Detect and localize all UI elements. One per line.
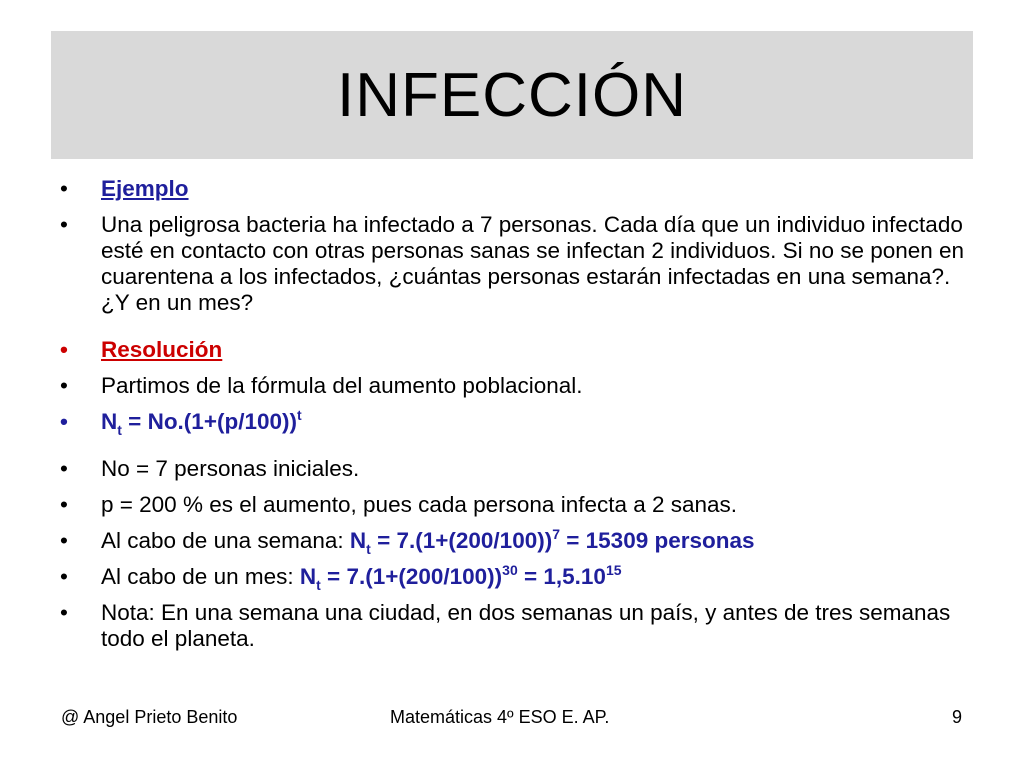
formula-sup: t xyxy=(296,407,302,423)
footer-author: @ Angel Prieto Benito xyxy=(61,707,238,727)
bullet-dot: • xyxy=(60,492,68,517)
problem-text: Una peligrosa bacteria ha infectado a 7 personas. Cada día que un individuo infectado esté en contacto con otras personas sanas se infectan 2 individuos. Si no se ponen en cuarentena a los infectados, ¿cuántas personas estarán infectadas en una semana?. ¿Y en un mes? xyxy=(101,212,965,315)
bullet-no xyxy=(60,456,980,482)
bullet-dot: • xyxy=(60,456,68,481)
month-formula xyxy=(299,562,622,593)
footer-course: Matemáticas 4º ESO E. AP. xyxy=(390,707,610,727)
resolution-heading: Resolución xyxy=(101,337,223,362)
bullet-problem xyxy=(60,212,980,316)
month-sub: t xyxy=(316,577,321,593)
month-result-sup: 15 xyxy=(605,562,622,578)
slide-title: INFECCIÓN xyxy=(337,60,687,130)
week-sub: t xyxy=(366,541,371,557)
bullet-dot: • xyxy=(60,337,68,362)
bullet-dot: • xyxy=(60,409,68,434)
slide-content xyxy=(60,176,980,662)
bullet-formula xyxy=(60,407,980,438)
title-bar xyxy=(51,31,973,159)
bullet-example-heading xyxy=(60,176,980,202)
bullet-dot: • xyxy=(60,600,68,625)
week-formula xyxy=(349,526,755,557)
bullet-month xyxy=(60,562,980,593)
week-prefix: Al cabo de una semana: xyxy=(101,528,350,553)
formula-sub: t xyxy=(117,422,122,438)
bullet-dot: • xyxy=(60,176,68,201)
no-text: No = 7 personas iniciales. xyxy=(101,456,360,481)
p-text: p = 200 % es el aumento, pues cada persona infecta a 2 sanas. xyxy=(101,492,738,517)
week-sup: 7 xyxy=(552,526,561,542)
intro-text: Partimos de la fórmula del aumento poblacional. xyxy=(101,373,583,398)
month-n: N xyxy=(299,564,317,589)
week-n: N xyxy=(349,528,367,553)
week-result: = 15309 personas xyxy=(560,528,755,553)
note-text: Nota: En una semana una ciudad, en dos semanas un país, y antes de tres semanas todo el planeta. xyxy=(101,600,951,651)
bullet-week xyxy=(60,526,980,557)
formula-body: = No.(1+(p/100)) xyxy=(121,409,297,434)
month-sup: 30 xyxy=(502,562,518,578)
bullet-intro xyxy=(60,373,980,399)
footer-page-number: 9 xyxy=(952,707,963,727)
bullet-note xyxy=(60,600,980,652)
month-prefix: Al cabo de un mes: xyxy=(101,564,300,589)
month-result: = 1,5.10 xyxy=(517,564,606,589)
bullet-resolution-heading xyxy=(60,337,980,363)
week-body: = 7.(1+(200/100)) xyxy=(370,528,553,553)
bullet-dot: • xyxy=(60,528,68,553)
bullet-dot: • xyxy=(60,373,68,398)
bullet-dot: • xyxy=(60,564,68,589)
formula-n: N xyxy=(101,409,118,434)
formula xyxy=(101,407,302,438)
month-body: = 7.(1+(200/100)) xyxy=(320,564,503,589)
bullet-dot: • xyxy=(60,212,68,237)
bullet-p xyxy=(60,492,980,518)
example-heading: Ejemplo xyxy=(101,176,189,201)
